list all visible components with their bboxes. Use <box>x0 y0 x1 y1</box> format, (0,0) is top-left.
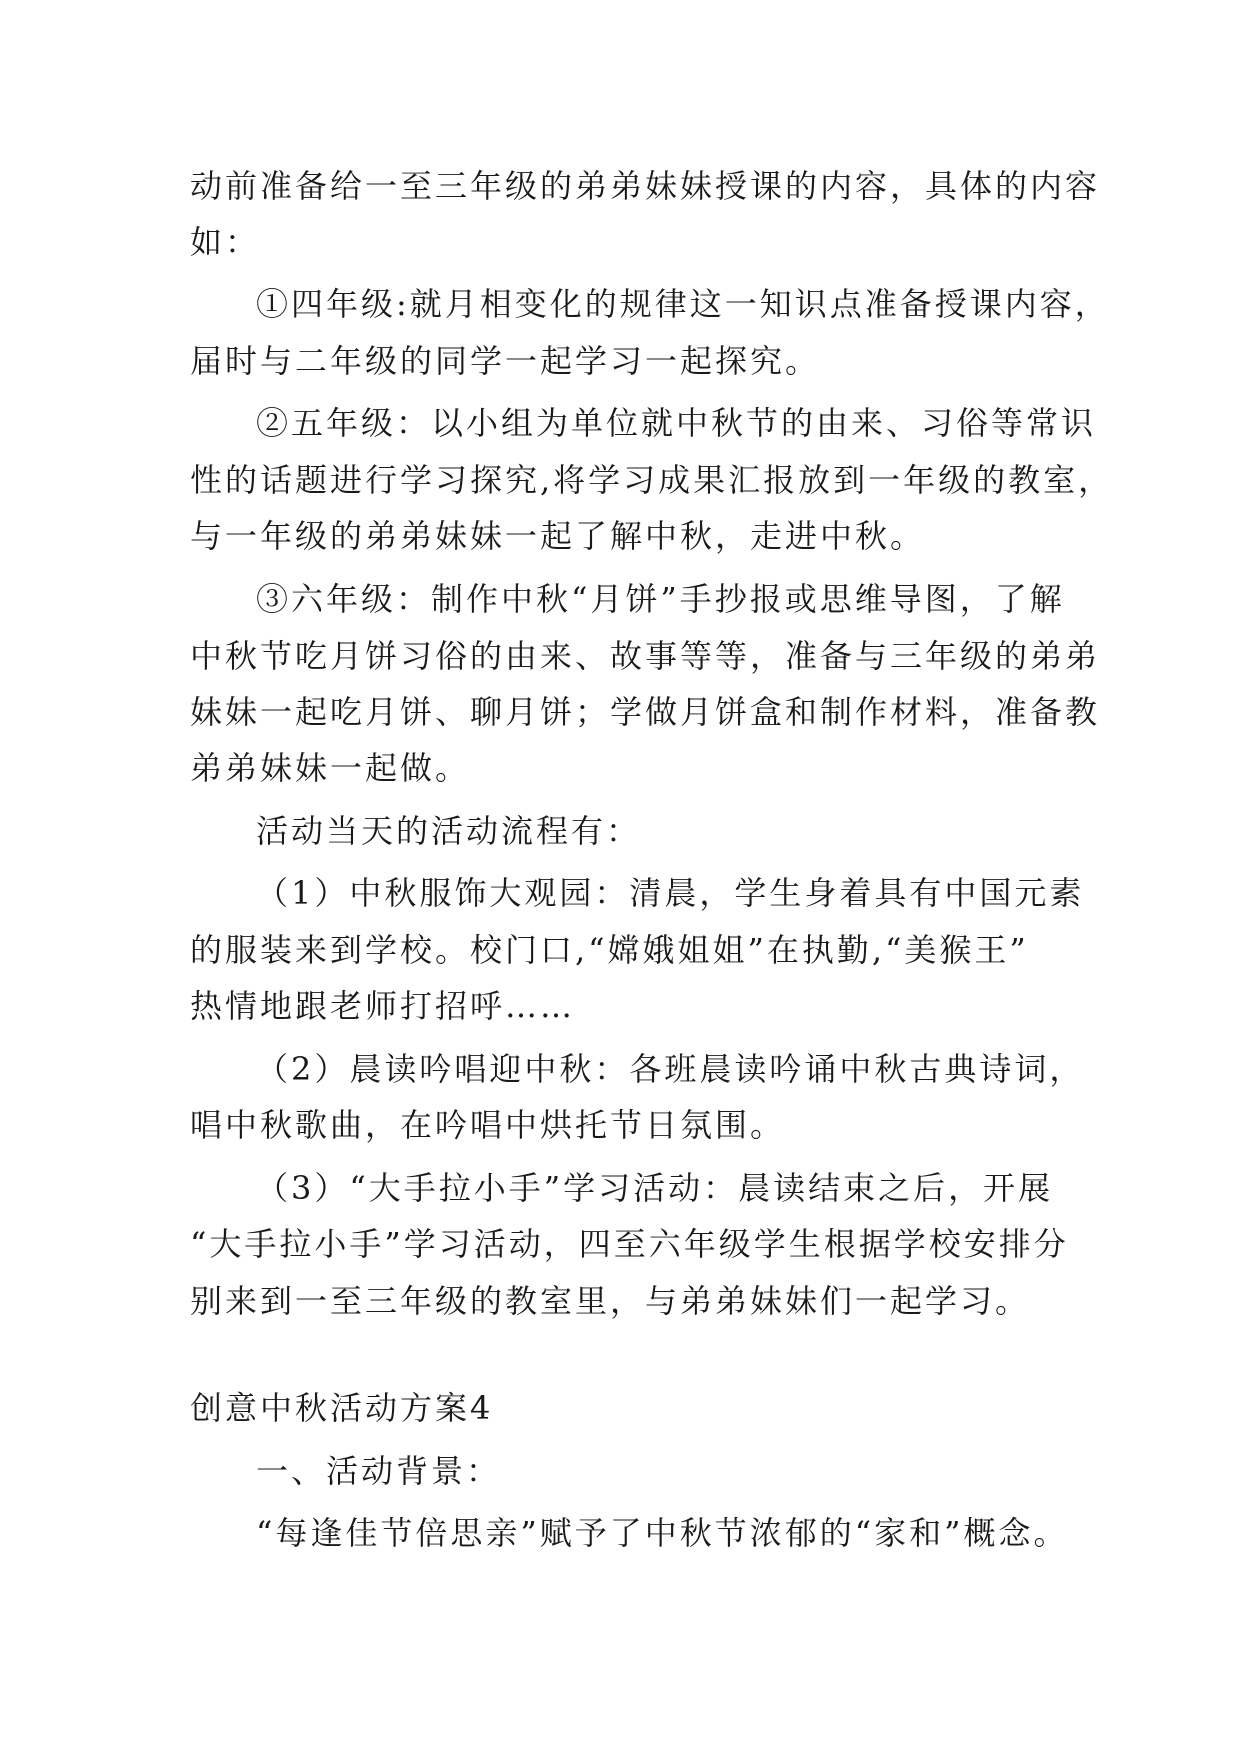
text-line: 一、活动背景： <box>256 1452 502 1490</box>
text-line: ②五年级：以小组为单位就中秋节的由来、习俗等常识 <box>256 404 1097 442</box>
text-line: “大手拉小手”学习活动，四至六年级学生根据学校安排分 <box>190 1225 1069 1263</box>
text-line: 妹妹一起吃月饼、聊月饼；学做月饼盒和制作材料，准备教 <box>190 693 1101 731</box>
text-line: 与一年级的弟弟妹妹一起了解中秋，走进中秋。 <box>190 517 926 555</box>
text-line: 中秋节吃月饼习俗的由来、故事等等，准备与三年级的弟弟 <box>190 637 1101 675</box>
text-line: 唱中秋歌曲，在吟唱中烘托节日氛围。 <box>190 1106 786 1144</box>
text-line: 性的话题进行学习探究,将学习成果汇报放到一年级的教室， <box>190 461 1114 499</box>
text-line: 热情地跟老师打招呼…… <box>190 987 576 1025</box>
text-line: 活动当天的活动流程有： <box>256 812 642 850</box>
text-line: （1）中秋服饰大观园：清晨，学生身着具有中国元素 <box>256 874 1085 912</box>
text-line: 别来到一至三年级的教室里，与弟弟妹妹们一起学习。 <box>190 1282 1031 1320</box>
text-line: ①四年级:就月相变化的规律这一知识点准备授课内容， <box>256 285 1110 323</box>
text-line: ③六年级：制作中秋“月饼”手抄报或思维导图，了解 <box>256 580 1065 618</box>
text-line: （2）晨读吟唱迎中秋：各班晨读吟诵中秋古典诗词， <box>256 1050 1085 1088</box>
text-line: （3）“大手拉小手”学习活动：晨读结束之后，开展 <box>256 1169 1054 1207</box>
text-line: 的服装来到学校。校门口,“嫦娥姐姐”在执勤,“美猴王” <box>190 931 1029 969</box>
section-heading: 创意中秋活动方案4 <box>190 1389 494 1427</box>
text-line: “每逢佳节倍思亲”赋予了中秋节浓郁的“家和”概念。 <box>256 1514 1069 1552</box>
text-line: 动前准备给一至三年级的弟弟妹妹授课的内容，具体的内容 <box>190 167 1101 205</box>
text-line: 如： <box>190 223 261 261</box>
text-line: 届时与二年级的同学一起学习一起探究。 <box>190 342 821 380</box>
text-line: 弟弟妹妹一起做。 <box>190 749 471 787</box>
